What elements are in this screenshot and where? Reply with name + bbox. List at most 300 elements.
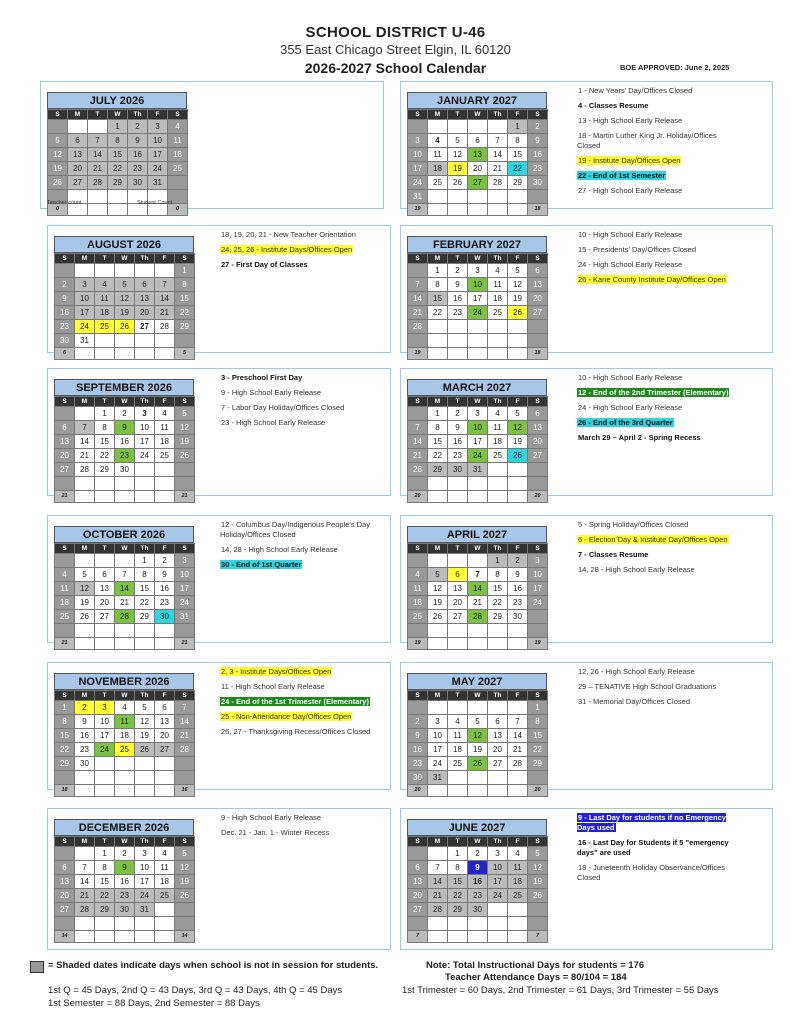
legend-trimesters: 1st Trimester = 60 Days, 2nd Trimester = 61 Days, 3rd Trimester = 55 Days [402,985,719,996]
calendar-day: 9 [468,861,488,875]
empty-day [428,120,448,134]
calendar-day: 29 [95,463,115,477]
weekday-header: T [95,254,115,264]
calendar-day: 7 [468,568,488,582]
calendar-day: 9 [508,568,528,582]
calendar-day: 7 [408,278,428,292]
calendar-day: 18 [155,435,175,449]
count-spacer [468,785,488,797]
count-spacer [448,204,468,216]
calendar-day: 4 [408,568,428,582]
empty-day [95,334,115,348]
student-count: 16 [175,785,195,797]
month-title: APRIL 2027 [407,526,547,543]
month-notes [577,667,737,712]
teacher-count: 21 [55,491,75,503]
calendar-day: 29 [95,903,115,917]
empty-day [55,917,75,931]
calendar-day: 31 [428,771,448,785]
weekday-header: T [448,691,468,701]
calendar-day: 6 [55,421,75,435]
calendar-day: 29 [508,176,528,190]
calendar-day: 7 [488,134,508,148]
empty-day [408,624,428,638]
teacher-count: 20 [408,785,428,797]
calendar-day: 9 [155,568,175,582]
calendar-day: 13 [55,435,75,449]
empty-day [428,701,448,715]
note-text: 18 - Juneteenth Holiday Observance/Offices Closed [577,863,726,882]
calendar-day: 19 [48,162,68,176]
calendar-day: 13 [528,278,548,292]
calendar-day: 8 [55,715,75,729]
month-notes [577,86,737,201]
count-spacer [428,638,448,650]
empty-day [488,771,508,785]
calendar-day: 8 [448,861,468,875]
calendar-day: 16 [448,435,468,449]
weekday-header: S [55,837,75,847]
calendar-day: 4 [488,407,508,421]
calendar-note [220,388,380,398]
empty-day [468,701,488,715]
calendar-day: 10 [408,148,428,162]
month-calendar [54,236,194,360]
month-notes [577,520,737,580]
weekday-header: M [428,254,448,264]
calendar-day: 1 [488,554,508,568]
calendar-day: 28 [408,463,428,477]
calendar-day: 16 [115,875,135,889]
calendar-day: 26 [48,176,68,190]
calendar-note [577,131,737,151]
weekday-header: S [528,544,548,554]
calendar-day: 7 [75,421,95,435]
calendar-day: 25 [488,449,508,463]
weekday-header: S [48,110,68,120]
calendar-day: 18 [115,729,135,743]
calendar-day: 1 [108,120,128,134]
note-text: 9 - Last Day for students if no Emergency Days used [577,813,726,832]
empty-day [115,264,135,278]
month-title: OCTOBER 2026 [54,526,194,543]
weekday-header: T [95,691,115,701]
calendar-day: 3 [75,278,95,292]
empty-day [468,771,488,785]
calendar-note [577,186,737,196]
empty-day [508,320,528,334]
calendar-day: 15 [428,435,448,449]
teacher-count: 7 [408,931,428,943]
calendar-note [577,275,737,285]
calendar-day: 4 [115,701,135,715]
empty-day [155,903,175,917]
empty-day [95,757,115,771]
calendar-day: 12 [135,715,155,729]
note-text: 24, 25, 26 - Institute Days/Offices Open [221,245,353,254]
empty-day [55,264,75,278]
calendar-day: 4 [155,847,175,861]
calendar-day: 28 [88,176,108,190]
count-spacer [135,638,155,650]
weekday-header: S [55,544,75,554]
empty-day [448,554,468,568]
calendar-day: 28 [75,463,95,477]
calendar-note [577,373,737,383]
calendar-day: 26 [135,743,155,757]
empty-day [448,701,468,715]
empty-day [488,190,508,204]
calendar-day: 7 [155,278,175,292]
calendar-day: 2 [448,264,468,278]
count-spacer [488,491,508,503]
calendar-day: 18 [408,596,428,610]
weekday-header: S [528,110,548,120]
legend-semesters: 1st Semester = 88 Days, 2nd Semester = 88 Days [48,998,260,1009]
note-text: 15 - Presidents' Day/Offices Closed [578,245,697,254]
month-panel [400,81,773,212]
calendar-note [220,403,380,413]
calendar-day: 24 [428,757,448,771]
count-spacer [95,638,115,650]
calendar-day: 14 [488,148,508,162]
calendar-day: 8 [428,421,448,435]
weekday-header: W [108,110,128,120]
weekday-header: S [528,691,548,701]
calendar-day: 8 [508,134,528,148]
count-spacer [155,785,175,797]
note-text: 11 - High School Early Release [221,682,325,691]
teacher-count: 19 [408,348,428,360]
calendar-note [577,565,737,575]
count-spacer [135,491,155,503]
legend-instructional-days: Note: Total Instructional Days for students = 176 [426,960,645,971]
weekday-header: S [55,397,75,407]
calendar-day: 9 [115,421,135,435]
empty-day [508,701,528,715]
calendar-day: 2 [468,847,488,861]
calendar-day: 17 [75,306,95,320]
empty-day [115,917,135,931]
empty-day [75,554,95,568]
month-notes [577,373,737,448]
count-spacer [468,638,488,650]
weekday-header: S [408,544,428,554]
calendar-day: 20 [95,596,115,610]
calendar-day: 1 [135,554,155,568]
note-text: 26, 27 - Thanksgiving Recess/Offices Closed [221,727,371,736]
calendar-day: 27 [448,610,468,624]
month-calendar [407,526,547,650]
calendar-day: 2 [155,554,175,568]
calendar-day: 12 [428,582,448,596]
calendar-day: 17 [135,875,155,889]
calendar-day: 11 [448,729,468,743]
calendar-day: 11 [155,861,175,875]
calendar-day: 8 [95,421,115,435]
weekday-header: S [408,110,428,120]
calendar-note [220,727,380,737]
empty-day [508,190,528,204]
calendar-note [220,418,380,428]
student-count: 20 [528,491,548,503]
empty-day [55,407,75,421]
weekday-header: T [448,254,468,264]
calendar-day: 15 [448,875,468,889]
weekday-header: Th [135,691,155,701]
count-spacer [448,785,468,797]
student-count: 21 [175,491,195,503]
empty-day [108,190,128,204]
empty-day [135,334,155,348]
calendar-day: 20 [408,889,428,903]
empty-day [428,847,448,861]
calendar-day: 9 [448,278,468,292]
note-text: 27 - High School Early Release [578,186,683,195]
calendar-day: 9 [55,292,75,306]
calendar-day: 30 [528,176,548,190]
weekday-header: M [428,544,448,554]
calendar-day: 23 [155,596,175,610]
month-panel [400,225,773,356]
calendar-day: 11 [488,278,508,292]
student-count: 0 [168,204,188,216]
calendar-day: 13 [155,715,175,729]
empty-day [488,334,508,348]
weekday-header: F [155,691,175,701]
empty-day [528,903,548,917]
empty-day [95,477,115,491]
empty-day [115,554,135,568]
calendar-day: 18 [488,435,508,449]
empty-day [408,407,428,421]
weekday-header: Th [135,397,155,407]
month-title: FEBRUARY 2027 [407,236,547,253]
calendar-day: 31 [148,176,168,190]
calendar-day: 13 [408,875,428,889]
empty-day [155,463,175,477]
count-spacer [468,348,488,360]
calendar-day: 7 [115,568,135,582]
note-text: 26 - End of the 3rd Quarter [578,418,673,427]
empty-day [155,264,175,278]
calendar-day: 4 [428,134,448,148]
calendar-day: 25 [95,320,115,334]
month-calendar [407,236,547,360]
calendar-day: 22 [448,889,468,903]
note-text: 10 - High School Early Release [578,230,683,239]
weekday-header: F [508,397,528,407]
calendar-day: 4 [55,568,75,582]
calendar-day: 30 [408,771,428,785]
calendar-day: 11 [55,582,75,596]
calendar-day: 16 [468,875,488,889]
calendar-day: 26 [448,176,468,190]
empty-day [95,917,115,931]
calendar-day: 25 [155,889,175,903]
calendar-note [577,86,737,96]
calendar-day: 14 [175,715,195,729]
count-spacer [428,204,448,216]
note-text: 22 - End of 1st Semester [578,171,666,180]
empty-day [175,903,195,917]
count-spacer [428,931,448,943]
empty-day [155,624,175,638]
calendar-note [577,520,737,530]
calendar-day: 9 [115,861,135,875]
month-notes [577,230,737,290]
empty-day [528,610,548,624]
weekday-header: M [75,837,95,847]
weekday-header: Th [488,110,508,120]
month-calendar [54,673,194,797]
calendar-day: 30 [75,757,95,771]
calendar-day: 31 [135,903,155,917]
shaded-legend-swatch [30,961,44,973]
empty-day [468,917,488,931]
count-spacer [155,638,175,650]
month-panel [47,808,391,950]
empty-day [135,917,155,931]
empty-day [528,624,548,638]
calendar-day: 21 [175,729,195,743]
calendar-day: 19 [508,435,528,449]
calendar-day: 22 [508,162,528,176]
calendar-day: 16 [528,148,548,162]
empty-day [175,334,195,348]
month-panel [40,81,384,212]
month-panel [47,225,391,356]
empty-day [155,757,175,771]
empty-day [448,320,468,334]
month-panel [400,662,773,793]
empty-day [528,190,548,204]
calendar-day: 7 [75,861,95,875]
empty-day [155,334,175,348]
calendar-day: 2 [115,847,135,861]
teacher-count: 19 [408,204,428,216]
calendar-day: 21 [508,743,528,757]
calendar-day: 5 [468,715,488,729]
calendar-note [577,230,737,240]
empty-day [508,624,528,638]
calendar-day: 15 [55,729,75,743]
calendar-day: 5 [528,847,548,861]
month-calendar [54,819,194,943]
calendar-day: 15 [508,148,528,162]
weekday-header: T [448,110,468,120]
month-title: DECEMBER 2026 [54,819,194,836]
calendar-day: 14 [115,582,135,596]
weekday-header: S [408,837,428,847]
empty-day [428,320,448,334]
count-spacer [95,348,115,360]
note-text: 1 - New Years' Day/Offices Closed [578,86,693,95]
calendar-day: 28 [115,610,135,624]
calendar-day: 1 [528,701,548,715]
count-spacer [428,348,448,360]
calendar-day: 28 [468,610,488,624]
calendar-note [577,388,737,398]
calendar-day: 23 [115,449,135,463]
student-count: 20 [528,785,548,797]
count-spacer [155,931,175,943]
count-spacer [468,491,488,503]
empty-day [508,917,528,931]
month-calendar [47,92,187,216]
weekday-header: Th [488,691,508,701]
calendar-day: 2 [75,701,95,715]
empty-day [115,771,135,785]
calendar-day: 19 [135,729,155,743]
calendar-day: 17 [408,162,428,176]
calendar-day: 24 [468,449,488,463]
calendar-day: 12 [508,421,528,435]
calendar-day: 20 [528,292,548,306]
calendar-note [577,433,737,443]
weekday-header: W [468,110,488,120]
month-notes [220,667,380,742]
calendar-day: 17 [428,743,448,757]
note-text: 4 - Classes Resume [578,101,649,110]
empty-day [68,120,88,134]
calendar-day: 28 [75,903,95,917]
calendar-day: 19 [75,596,95,610]
count-spacer [155,491,175,503]
calendar-day: 25 [155,449,175,463]
empty-day [468,624,488,638]
calendar-day: 26 [115,320,135,334]
calendar-day: 11 [115,715,135,729]
calendar-day: 13 [468,148,488,162]
calendar-day: 20 [448,596,468,610]
calendar-note [577,116,737,126]
calendar-day: 19 [468,743,488,757]
calendar-day: 11 [408,582,428,596]
weekday-header: W [468,397,488,407]
calendar-day: 28 [175,743,195,757]
weekday-header: S [55,691,75,701]
empty-day [75,407,95,421]
month-title: AUGUST 2026 [54,236,194,253]
empty-day [88,190,108,204]
teacher-count: 20 [408,491,428,503]
student-count: 21 [175,638,195,650]
calendar-day: 26 [508,306,528,320]
count-spacer [508,785,528,797]
empty-day [408,701,428,715]
month-title: NOVEMBER 2026 [54,673,194,690]
weekday-header: M [428,691,448,701]
calendar-day: 6 [468,134,488,148]
note-text: 2, 3 - Institute Days/Offices Open [221,667,332,676]
calendar-day: 8 [428,278,448,292]
calendar-day: 8 [135,568,155,582]
calendar-day: 29 [448,903,468,917]
empty-day [448,334,468,348]
calendar-day: 23 [508,596,528,610]
empty-day [95,624,115,638]
weekday-header: T [88,110,108,120]
calendar-day: 21 [88,162,108,176]
count-spacer [115,931,135,943]
note-text: 14, 28 - High School Early Release [578,565,695,574]
weekday-header: S [408,691,428,701]
month-title: MAY 2027 [407,673,547,690]
weekday-header: T [95,397,115,407]
weekday-header: F [155,397,175,407]
calendar-day: 2 [408,715,428,729]
